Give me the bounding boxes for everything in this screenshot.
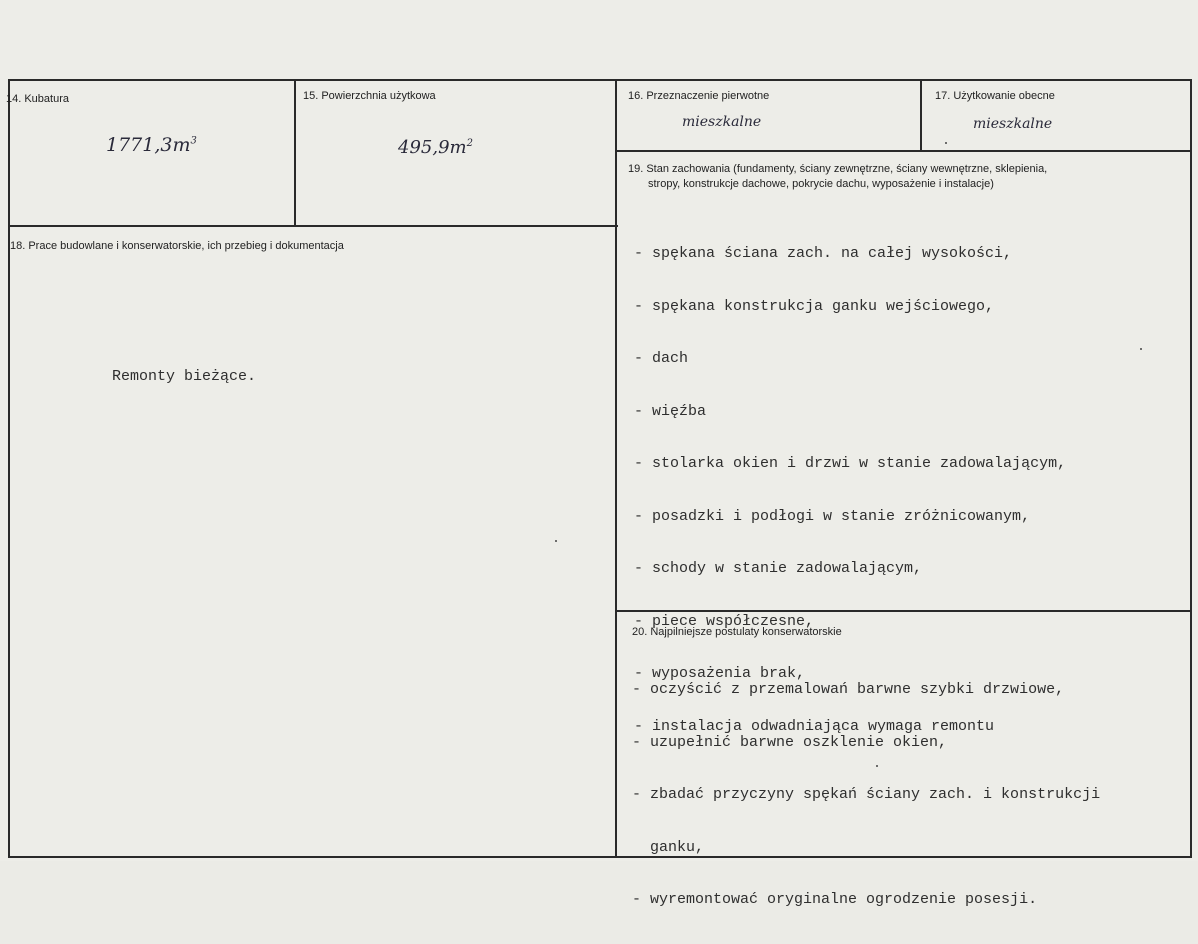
field20-item: - oczyścić z przemalowań barwne szybki drzwiowe, xyxy=(632,681,1065,698)
right-border xyxy=(1190,79,1192,858)
field20-list xyxy=(632,646,1100,944)
field16-label: 16. Przeznaczenie pierwotne xyxy=(628,90,770,102)
field20-item: - zbadać przyczyny spękań ściany zach. i konstrukcji xyxy=(632,786,1101,803)
field19-item: - wyposażenia brak, xyxy=(634,665,806,682)
field19-item: - spękana konstrukcja ganku wejściowego, xyxy=(634,297,995,315)
field19-item: - dach xyxy=(634,350,689,367)
field20-item: - uzupełnić barwne oszklenie okien, xyxy=(632,733,948,751)
paper-speck xyxy=(876,765,878,767)
rule-under-14-15 xyxy=(8,225,618,227)
field19-label-line2: stropy, konstrukcje dachowe, pokrycie dachu, wyposażenie i instalacje) xyxy=(648,178,994,190)
field17-value: mieszkalne xyxy=(973,116,1053,132)
paper-speck xyxy=(1140,348,1142,350)
field14-number: 1771,3 xyxy=(106,134,173,156)
field19-item: - więźba xyxy=(634,402,707,420)
field14-unit: m xyxy=(172,134,191,156)
field18-label: 18. Prace budowlane i konserwatorskie, ich przebieg i dokumentacja xyxy=(10,240,344,252)
field17-label: 17. Użytkowanie obecne xyxy=(935,90,1055,102)
field19-item: - schody w stanie zadowalającym, xyxy=(634,560,923,577)
field14-unit-exponent: 3 xyxy=(190,135,197,147)
field15-unit-exponent: 2 xyxy=(466,138,473,149)
paper-speck xyxy=(555,540,557,542)
field14-value xyxy=(106,134,197,156)
paper-speck xyxy=(945,142,947,144)
field19-item: - spękana ściana zach. na całej wysokości, xyxy=(634,245,1013,262)
field19-item: - stolarka okien i drzwi w stanie zadowalającym, xyxy=(634,455,1067,472)
divider-16-17 xyxy=(920,79,922,152)
field15-number: 495,9 xyxy=(398,137,450,158)
field15-value xyxy=(398,137,473,158)
field19-label-line1: 19. Stan zachowania (fundamenty, ściany zewnętrzne, ściany wewnętrzne, sklepienia, xyxy=(628,163,1048,175)
field19-item: - instalacja odwadniająca wymaga remontu xyxy=(634,717,995,735)
field18-value: Remonty bieżące. xyxy=(112,368,257,385)
field20-item: - wyremontować oryginalne ogrodzenie posesji. xyxy=(632,891,1038,908)
top-rule xyxy=(8,79,1192,81)
left-border xyxy=(8,79,10,858)
field15-label: 15. Powierzchnia użytkowa xyxy=(303,90,436,102)
center-divider xyxy=(615,79,617,858)
field20-item: ganku, xyxy=(632,838,705,856)
field14-label: 14. Kubatura xyxy=(6,93,69,105)
field19-item: - posadzki i podłogi w stanie zróżnicowanym, xyxy=(634,507,1031,525)
field15-unit: m xyxy=(449,137,467,158)
rule-under-16-17 xyxy=(617,150,1192,152)
field19-item: - piece współczesne, xyxy=(634,612,815,630)
divider-14-15 xyxy=(294,79,296,227)
field16-value: mieszkalne xyxy=(682,114,762,130)
field20-label: 20. Najpilniejsze postulaty konserwatorskie xyxy=(632,626,842,638)
